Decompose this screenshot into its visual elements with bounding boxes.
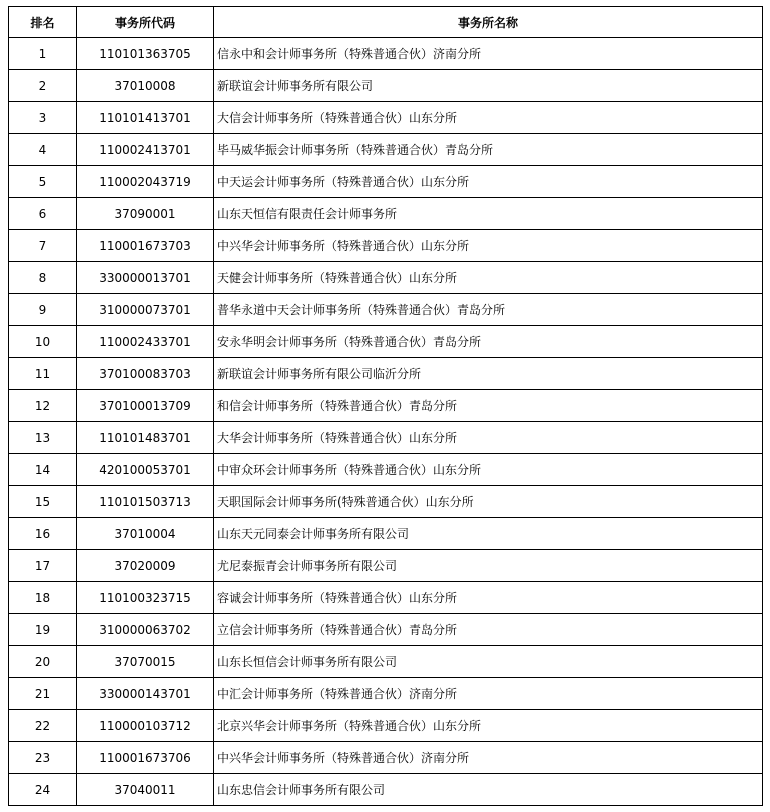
table-row <box>9 102 763 134</box>
cell-firm-code: 110101503713 <box>77 486 214 518</box>
cell-firm-code: 110002413701 <box>77 134 214 166</box>
cell-rank: 22 <box>9 710 77 742</box>
cell-rank: 7 <box>9 230 77 262</box>
cell-rank: 5 <box>9 166 77 198</box>
table-row <box>9 422 763 454</box>
cell-firm-code: 37090001 <box>77 198 214 230</box>
cell-rank: 15 <box>9 486 77 518</box>
cell-firm-name: 容诚会计师事务所（特殊普通合伙）山东分所 <box>214 582 763 614</box>
cell-firm-code: 110000103712 <box>77 710 214 742</box>
firm-ranking-table <box>8 6 763 806</box>
cell-firm-name: 天健会计师事务所（特殊普通合伙）山东分所 <box>214 262 763 294</box>
cell-rank: 21 <box>9 678 77 710</box>
cell-firm-name: 和信会计师事务所（特殊普通合伙）青岛分所 <box>214 390 763 422</box>
table-header <box>9 7 763 38</box>
cell-rank: 20 <box>9 646 77 678</box>
table-row <box>9 454 763 486</box>
cell-firm-code: 110001673706 <box>77 742 214 774</box>
cell-rank: 10 <box>9 326 77 358</box>
table-row <box>9 646 763 678</box>
cell-firm-code: 330000143701 <box>77 678 214 710</box>
cell-firm-name: 中审众环会计师事务所（特殊普通合伙）山东分所 <box>214 454 763 486</box>
table-row <box>9 518 763 550</box>
cell-firm-name: 毕马威华振会计师事务所（特殊普通合伙）青岛分所 <box>214 134 763 166</box>
cell-firm-code: 37010004 <box>77 518 214 550</box>
cell-firm-code: 110002433701 <box>77 326 214 358</box>
cell-firm-name: 安永华明会计师事务所（特殊普通合伙）青岛分所 <box>214 326 763 358</box>
cell-rank: 12 <box>9 390 77 422</box>
header-row <box>9 7 763 38</box>
cell-firm-name: 天职国际会计师事务所(特殊普通合伙）山东分所 <box>214 486 763 518</box>
table-row <box>9 614 763 646</box>
cell-firm-name: 中兴华会计师事务所（特殊普通合伙）济南分所 <box>214 742 763 774</box>
cell-rank: 2 <box>9 70 77 102</box>
table-row <box>9 710 763 742</box>
cell-firm-code: 110101413701 <box>77 102 214 134</box>
table-row <box>9 550 763 582</box>
cell-firm-code: 310000073701 <box>77 294 214 326</box>
cell-firm-code: 37040011 <box>77 774 214 806</box>
cell-firm-name: 新联谊会计师事务所有限公司临沂分所 <box>214 358 763 390</box>
cell-firm-name: 大信会计师事务所（特殊普通合伙）山东分所 <box>214 102 763 134</box>
table-body <box>9 38 763 806</box>
cell-rank: 8 <box>9 262 77 294</box>
cell-firm-code: 110101483701 <box>77 422 214 454</box>
table-row <box>9 198 763 230</box>
cell-firm-code: 110002043719 <box>77 166 214 198</box>
cell-firm-code: 420100053701 <box>77 454 214 486</box>
cell-rank: 16 <box>9 518 77 550</box>
table-row <box>9 774 763 806</box>
cell-rank: 9 <box>9 294 77 326</box>
cell-rank: 3 <box>9 102 77 134</box>
ranking-sheet <box>8 6 763 806</box>
cell-firm-code: 330000013701 <box>77 262 214 294</box>
cell-firm-name: 普华永道中天会计师事务所（特殊普通合伙）青岛分所 <box>214 294 763 326</box>
table-row <box>9 390 763 422</box>
cell-firm-code: 37020009 <box>77 550 214 582</box>
cell-firm-name: 山东天恒信有限责任会计师事务所 <box>214 198 763 230</box>
table-row <box>9 358 763 390</box>
cell-firm-name: 山东长恒信会计师事务所有限公司 <box>214 646 763 678</box>
cell-firm-name: 立信会计师事务所（特殊普通合伙）青岛分所 <box>214 614 763 646</box>
header-firm-code: 事务所代码 <box>77 7 214 38</box>
cell-rank: 17 <box>9 550 77 582</box>
cell-rank: 19 <box>9 614 77 646</box>
cell-firm-name: 山东忠信会计师事务所有限公司 <box>214 774 763 806</box>
table-row <box>9 678 763 710</box>
cell-firm-code: 37010008 <box>77 70 214 102</box>
cell-firm-name: 山东天元同泰会计师事务所有限公司 <box>214 518 763 550</box>
cell-firm-name: 北京兴华会计师事务所（特殊普通合伙）山东分所 <box>214 710 763 742</box>
table-row <box>9 70 763 102</box>
cell-firm-name: 中兴华会计师事务所（特殊普通合伙）山东分所 <box>214 230 763 262</box>
cell-firm-code: 110001673703 <box>77 230 214 262</box>
table-row <box>9 294 763 326</box>
table-row <box>9 166 763 198</box>
cell-firm-code: 37070015 <box>77 646 214 678</box>
table-row <box>9 38 763 70</box>
cell-firm-code: 110100323715 <box>77 582 214 614</box>
cell-rank: 13 <box>9 422 77 454</box>
table-row <box>9 486 763 518</box>
cell-rank: 23 <box>9 742 77 774</box>
cell-firm-name: 尤尼泰振青会计师事务所有限公司 <box>214 550 763 582</box>
cell-rank: 11 <box>9 358 77 390</box>
cell-firm-code: 310000063702 <box>77 614 214 646</box>
cell-firm-code: 370100013709 <box>77 390 214 422</box>
cell-rank: 1 <box>9 38 77 70</box>
table-row <box>9 134 763 166</box>
cell-firm-name: 大华会计师事务所（特殊普通合伙）山东分所 <box>214 422 763 454</box>
cell-rank: 24 <box>9 774 77 806</box>
cell-firm-code: 110101363705 <box>77 38 214 70</box>
cell-firm-name: 中汇会计师事务所（特殊普通合伙）济南分所 <box>214 678 763 710</box>
table-row <box>9 582 763 614</box>
cell-rank: 14 <box>9 454 77 486</box>
table-row <box>9 230 763 262</box>
header-firm-name: 事务所名称 <box>214 7 763 38</box>
cell-firm-code: 370100083703 <box>77 358 214 390</box>
cell-rank: 6 <box>9 198 77 230</box>
cell-firm-name: 新联谊会计师事务所有限公司 <box>214 70 763 102</box>
header-rank: 排名 <box>9 7 77 38</box>
cell-firm-name: 中天运会计师事务所（特殊普通合伙）山东分所 <box>214 166 763 198</box>
table-row <box>9 742 763 774</box>
table-row <box>9 262 763 294</box>
cell-rank: 4 <box>9 134 77 166</box>
cell-rank: 18 <box>9 582 77 614</box>
table-row <box>9 326 763 358</box>
cell-firm-name: 信永中和会计师事务所（特殊普通合伙）济南分所 <box>214 38 763 70</box>
